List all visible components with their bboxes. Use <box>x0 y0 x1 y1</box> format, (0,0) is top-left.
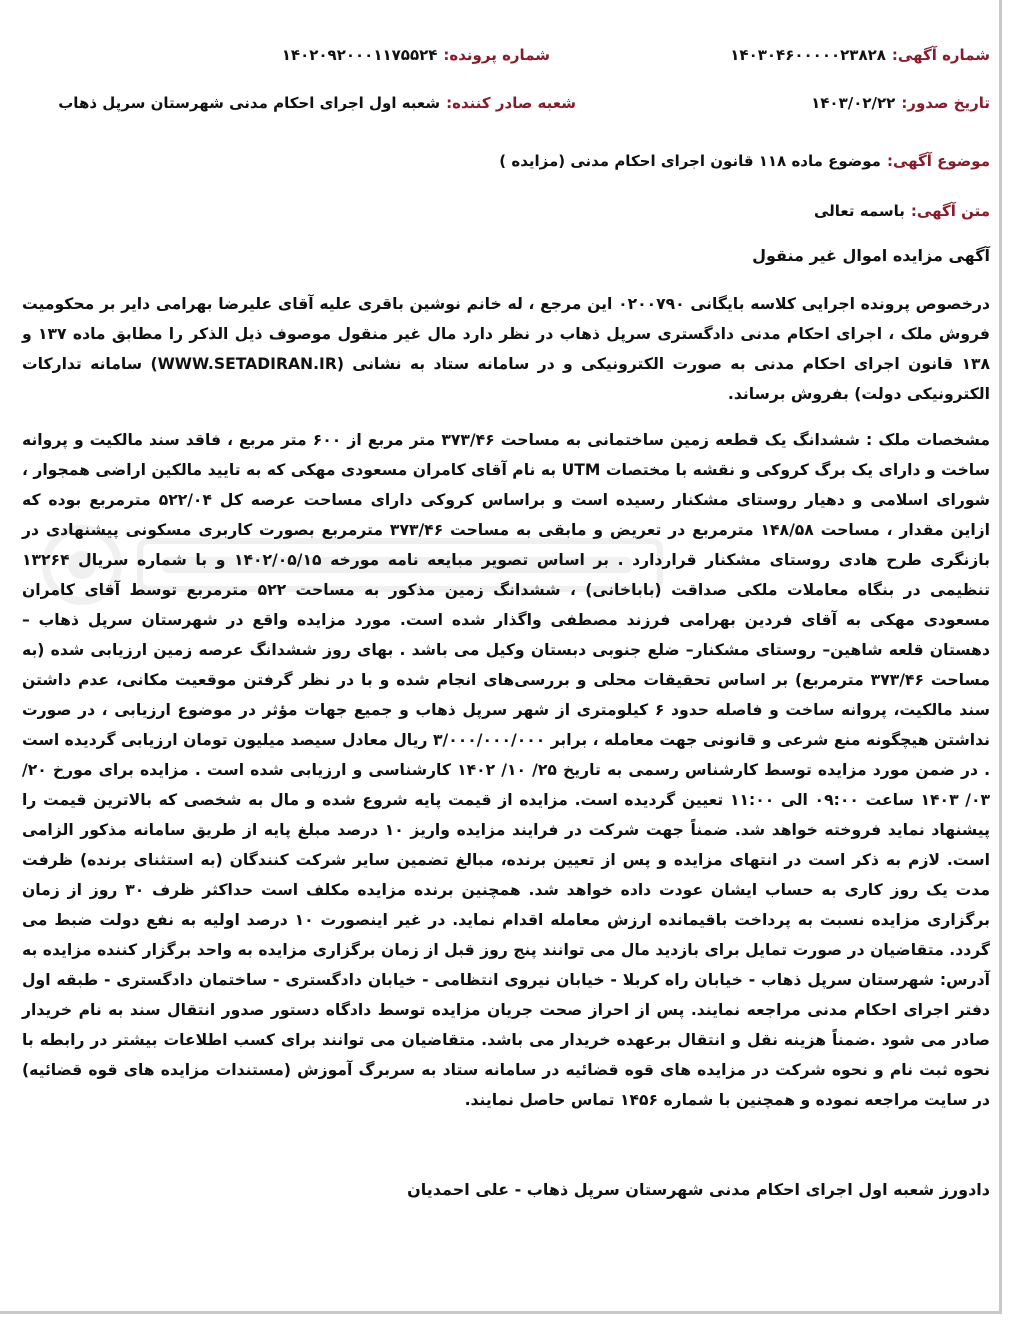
ad-subject-value: موضوع ماده ۱۱۸ قانون اجرای احکام مدنی (مزایده ) <box>499 152 881 170</box>
ad-number <box>730 46 990 64</box>
ad-subject <box>499 152 990 170</box>
file-number-value: ۱۴۰۲۰۹۲۰۰۰۱۱۷۵۵۲۴ <box>281 46 438 64</box>
auction-heading: آگهی مزایده اموال غیر منقول <box>752 246 990 265</box>
issuing-branch-label: شعبه صادر کننده: <box>446 94 576 112</box>
issue-date <box>811 94 990 112</box>
body-paragraph-property-details: مشخصات ملک : ششدانگ یک قطعه زمین ساختمانی به مساحت ۳۷۳/۴۶ متر مربع از ۶۰۰ متر مربع ، فاقد سند مالکیت و پروانه ساخت و دارای یک برگ کروکی و نقشه با مختصات UTM به نام آقای کامران مسعودی مهکی که به تایید مالکین اراضی همجوار ، شورای اسلامی و دهیار روستای مشکنار رسیده است و براساس کروکی دارای مساحت عرصه کل ۵۲۲/۰۴ مترمربع بوده که ازاین مقدار ، مساحت ۱۴۸/۵۸ مترمربع در تعریض و مابقی به مساحت ۳۷۳/۴۶ مترمربع بصورت کاربری مسکونی پیشنهادی در بازنگری طرح هادی روستای مشکنار قراردارد . بر اساس تصویر مبایعه نامه مورخه ۱۴۰۲/۰۵/۱۵ و با شماره سریال ۱۳۲۶۴ تنظیمی در بنگاه معاملات ملکی صداقت (باباخانی) ، ششدانگ زمین مذکور به مساحت ۵۲۲ مترمربع توسط آقای کامران مسعودی مهکی به آقای فردین بهرامی فرزند مصطفی واگذار شده است. مورد مزایده واقع در شهرستان سرپل ذهاب – دهستان قلعه شاهین– روستای مشکنار– ضلع جنوبی دبستان وکیل می باشد . بهای روز ششدانگ عرصه زمین ارزیابی شده (به مساحت ۳۷۳/۴۶ مترمربع) بر اساس تحقیقات محلی و بررسی‌های انجام شده و با در نظر گرفتن موقعیت مکانی، عدم داشتن سند مالکیت، پروانه ساخت و فاصله حدود ۶ کیلومتری از شهر سرپل ذهاب و جمیع جهات مؤثر در موضوع ارزیابی ، در صورت نداشتن هیچگونه منع شرعی و قانونی جهت معامله ، برابر ۳/۰۰۰/۰۰۰/۰۰۰ ریال معادل سیصد میلیون تومان ارزیابی گردیده است . در ضمن مورد مزایده توسط کارشناس رسمی به تاریخ ۲۵/ ۱۰/ ۱۴۰۲ کارشناسی و ارزیابی شده است . مزایده برای مورخ ۲۰/ ۰۳/ ۱۴۰۳ ساعت ۰۹:۰۰ الی ۱۱:۰۰ تعیین گردیده است. مزایده از قیمت پایه شروع شده و مال به شخصی که بالاترین قیمت را پیشنهاد نماید فروخته خواهد شد. ضمناً جهت شرکت در فرایند مزایده واریز ۱۰ درصد مبلغ پایه از طریق سامانه مذکور الزامی است. لازم به ذکر است در انتهای مزایده و پس از تعیین برنده، مبالغ تضمین سایر شرکت کنندگان (به استثنای برنده) ظرفت مدت یک روز کاری به حساب ایشان عودت داده خواهد شد. همچنین برنده مزایده مکلف است حداکثر ظرف ۳۰ روز از زمان برگزاری مزایده نسبت به پرداخت باقیمانده ارزش معامله اقدام نماید. در غیر اینصورت ۱۰ درصد اولیه به نفع دولت ضبط می گردد. متقاضیان در صورت تمایل برای بازدید مال می توانند پنج روز قبل از زمان برگزاری مزایده به واحد برگزار کننده مزایده به آدرس: شهرستان سرپل ذهاب - خیابان راه کربلا - خیابان نیروی انتظامی - خیابان دادگستری - ساختمان دادگستری - طبقه اول دفتر اجرای احکام مدنی مراجعه نمایند. پس از احراز صحت جریان مزایده توسط دادگاه دستور صدور انتقال سند به نام خریدار صادر می شود .ضمناً هزینه نقل و انتقال برعهده خریدار می باشد. متقاضیان می توانند برای کسب اطلاعات بیشتر در رابطه با نحوه ثبت نام و نحوه شرکت در مزایده های قوه قضائیه در سامانه ستاد به سربرگ آموزش (مستندات مزایده های قوه قضائیه) در سایت مراجعه نموده و همچنین با شماره ۱۴۵۶ تماس حاصل نمایند. <box>22 431 991 1109</box>
signature-line: دادورز شعبه اول اجرای احکام مدنی شهرستان سرپل ذهاب - علی احمدیان <box>407 1180 990 1199</box>
body-paragraph-intro: درخصوص پرونده اجرایی کلاسه بایگانی ۰۲۰۰۷۹۰ این مرجع ، له خانم نوشین باقری علیه آقای علیرضا بهرامی دایر بر محکومیت فروش ملک ، اجرای احکام مدنی دادگستری سرپل ذهاب در نظر دارد مال غیر منقول موصوف ذیل الذکر را مطابق ماده ۱۳۷ و ۱۳۸ قانون اجرای احکام مدنی به صورت الکترونیکی و در سامانه ستاد به نشانی (WWW.SETADIRAN.IR) سامانه تدارکات الکترونیکی دولت) بفروش برساند. <box>22 295 991 403</box>
ad-text <box>814 202 990 220</box>
issue-date-label: تاریخ صدور: <box>901 94 990 112</box>
issuing-branch-value: شعبه اول اجرای احکام مدنی شهرستان سرپل ذهاب <box>58 94 441 112</box>
ad-subject-label: موضوع آگهی: <box>886 152 990 170</box>
file-number <box>282 46 550 64</box>
ad-text-label: متن آگهی: <box>910 202 990 220</box>
issue-date-value: ۱۴۰۳/۰۲/۲۲ <box>811 94 896 112</box>
file-number-label: شماره پرونده: <box>443 46 550 64</box>
ad-number-value: ۱۴۰۳۰۴۶۰۰۰۰۰۲۳۸۲۸ <box>730 46 886 64</box>
ad-text-value: باسمه تعالی <box>813 202 905 220</box>
issuing-branch <box>58 94 576 112</box>
ad-number-label: شماره آگهی: <box>891 46 990 64</box>
